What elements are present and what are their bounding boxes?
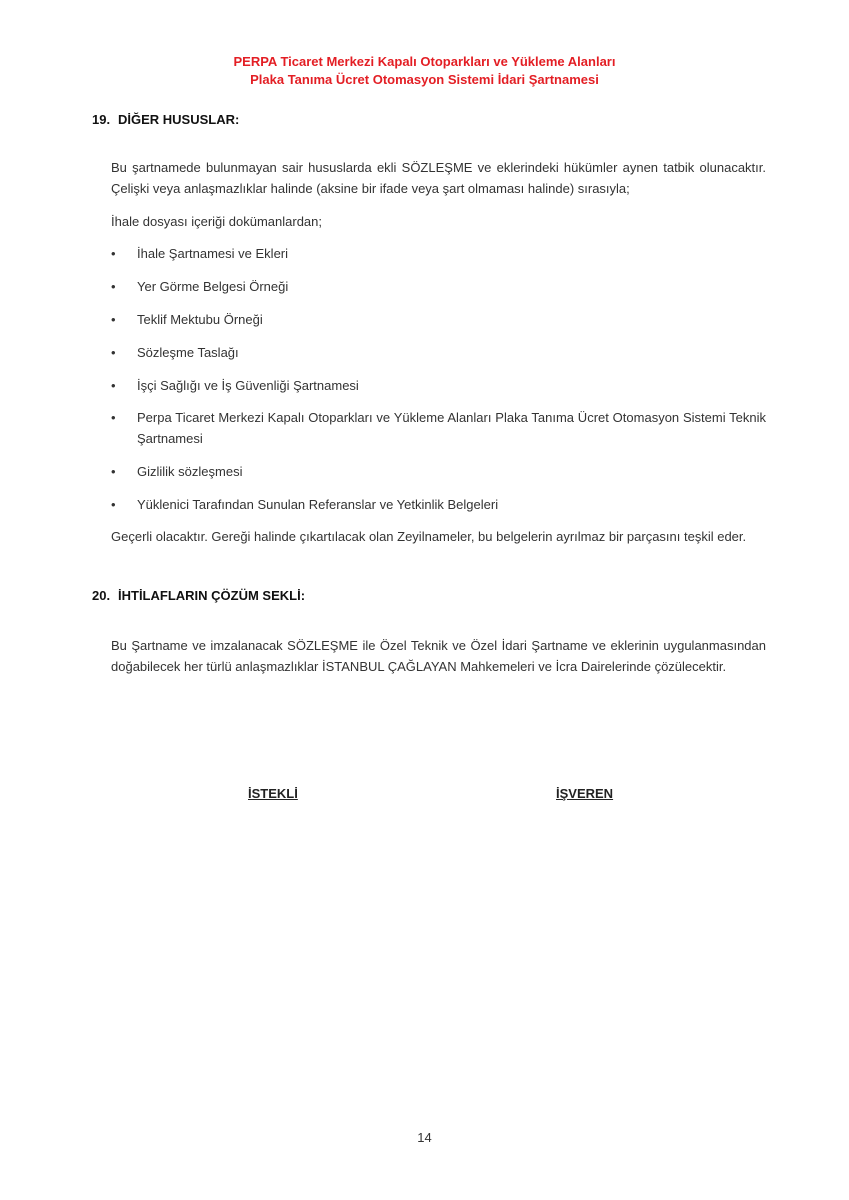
list-item [111,243,766,264]
bullet-icon: • [111,464,116,479]
header-title-line-2: Plaka Tanıma Ücret Otomasyon Sistemi İdari Şartnamesi [250,72,599,87]
bullet-icon: • [111,345,116,360]
document-header [0,53,849,89]
list-item-text: Perpa Ticaret Merkezi Kapalı Otoparkları ve Yükleme Alanları Plaka Tanıma Ücret Otomasyon Sistemi Teknik Şartnamesi [137,410,766,446]
list-item-text: Yer Görme Belgesi Örneği [137,279,289,294]
list-item [111,375,766,396]
bullet-icon: • [111,497,116,512]
section-19-heading [92,112,239,127]
page-number: 14 [417,1130,432,1145]
list-item-text: İhale Şartnamesi ve Ekleri [137,246,289,261]
section-19-paragraph-2: İhale dosyası içeriği dokümanlardan; [111,214,323,229]
list-item [111,461,766,482]
section-20-paragraph: Bu Şartname ve imzalanacak SÖZLEŞME ile Özel Teknik ve Özel İdari Şartname ve eklerinin uygulanmasından doğabilecek her türlü anlaşmazlıklar İSTANBUL ÇAĞLAYAN Mahkemeleri ve İcra Dairelerinde çözülecektir. [111,638,766,674]
bullet-icon: • [111,279,116,294]
list-item [111,276,766,297]
bullet-icon: • [111,312,116,327]
list-item-text: Sözleşme Taslağı [137,345,239,360]
list-item-text: Gizlilik sözleşmesi [137,464,243,479]
list-item-text: Yüklenici Tarafından Sunulan Referanslar ve Yetkinlik Belgeleri [137,497,499,512]
bullet-icon: • [111,410,116,425]
signature-employer: İŞVEREN [556,786,614,801]
header-title-line-1: PERPA Ticaret Merkezi Kapalı Otoparkları ve Yükleme Alanları [233,54,616,69]
section-19-number: 19. [92,112,111,127]
section-20-title: İHTİLAFLARIN ÇÖZÜM SEKLİ: [118,588,306,603]
section-20-number: 20. [92,588,111,603]
section-19-title: DİĞER HUSUSLAR: [118,112,240,127]
list-item-text: Teklif Mektubu Örneği [137,312,263,327]
bullet-icon: • [111,246,116,261]
section-19-paragraph-1: Bu şartnamede bulunmayan sair hususlarda ekli SÖZLEŞME ve eklerindeki hükümler aynen tatbik olunacaktır. Çelişki veya anlaşmazlıklar halinde (aksine bir ifade veya şart olmaması halinde) sırasıyla; [111,160,766,196]
section-19-closing: Geçerli olacaktır. Gereği halinde çıkartılacak olan Zeyilnameler, bu belgelerin ayrılmaz bir parçasını teşkil eder. [111,529,747,544]
list-item [111,342,766,363]
list-item [111,309,766,330]
list-item [111,407,766,449]
section-20-heading [92,588,305,603]
bullet-icon: • [111,378,116,393]
list-item [111,494,766,515]
list-item-text: İşçi Sağlığı ve İş Güvenliği Şartnamesi [137,378,359,393]
signature-bidder: İSTEKLİ [248,786,298,801]
